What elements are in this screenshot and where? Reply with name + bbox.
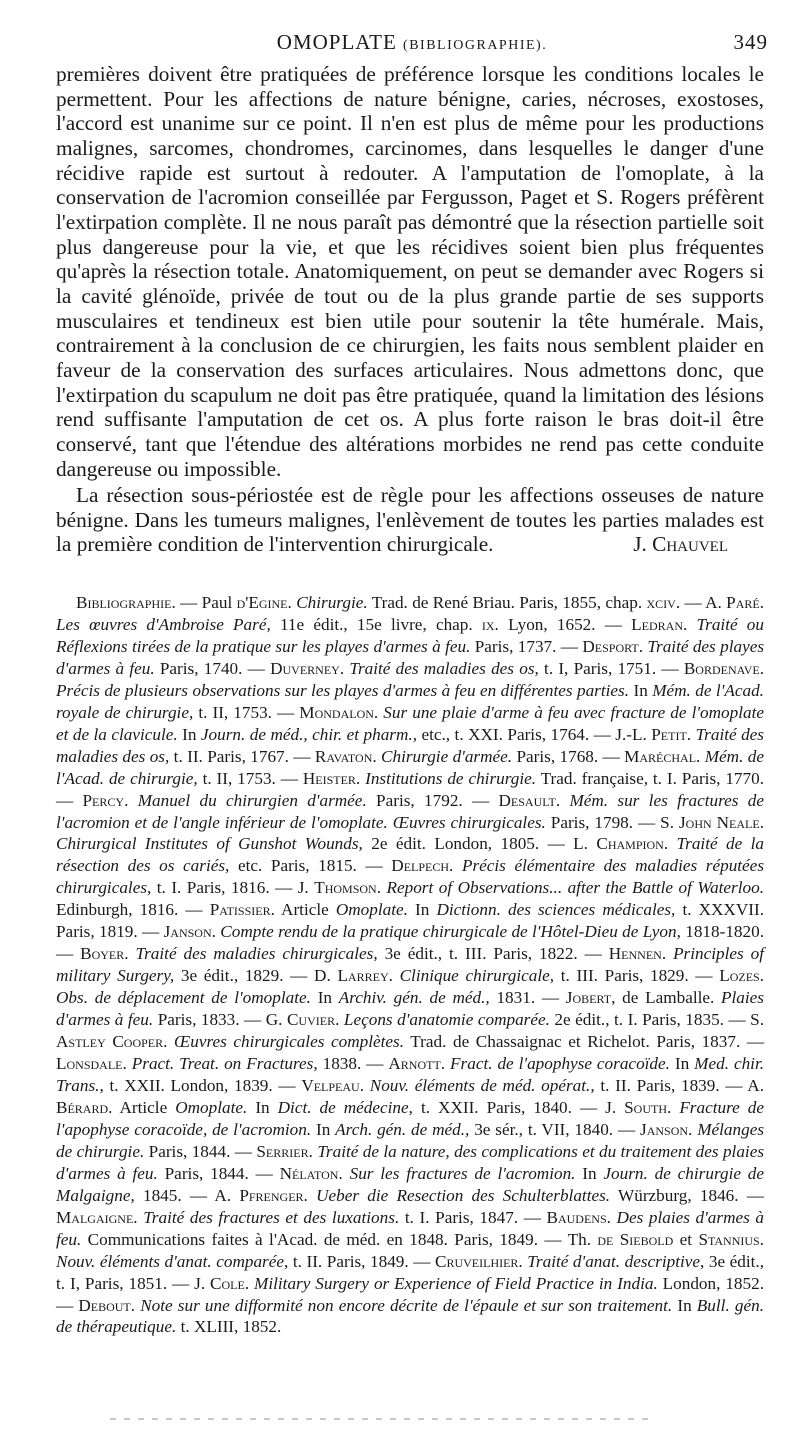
author-name: Cruveilhier. <box>434 1251 523 1271</box>
author-name: Cuvier. <box>286 1010 340 1030</box>
citation-text: etc., t. XXI. Paris, 1764. — J.-L. <box>417 724 652 744</box>
citation-text: Article <box>112 1097 176 1117</box>
work-title: Mém. de l'Acad. de chirurgie, <box>56 746 764 788</box>
citation-text: 3e sér., t. VII, 1840. — <box>469 1119 640 1139</box>
work-title: Mélanges de chirurgie. <box>56 1119 765 1161</box>
work-title: Omoplate. <box>335 900 408 920</box>
author-name: Bordenave. <box>683 658 765 678</box>
work-title: Plaies d'armes à feu. <box>56 988 764 1030</box>
citation-text <box>129 944 136 963</box>
citation-text: In <box>672 1295 697 1315</box>
author-name: Astley Cooper. <box>56 1032 168 1052</box>
citation-text: In <box>575 1163 604 1183</box>
page-bottom-mark <box>110 1418 650 1420</box>
author-name: Ravaton. <box>314 746 377 766</box>
work-title: Dictionn. des sciences médicales, <box>436 900 676 920</box>
author-name: Ledran. <box>631 614 688 634</box>
citation-text <box>308 1186 316 1205</box>
citation-text: t. XLIII, 1852. <box>176 1317 282 1337</box>
citation-text: t. I. Paris, 1816. — J. <box>151 878 315 898</box>
author-name: Thomson. <box>314 878 382 898</box>
author-name: Mondalon. <box>299 702 379 722</box>
author-name: Lozes. <box>719 966 764 986</box>
citation-text: Trad. française, t. I. Paris, 1770. — <box>56 768 764 810</box>
author-name: Desault. <box>498 790 561 810</box>
work-title: Les œuvres d'Ambroise Paré, <box>56 614 271 634</box>
author-name: Paré. <box>726 593 765 612</box>
citation-text: In <box>177 724 201 744</box>
author-name: de Siebold <box>597 1229 674 1249</box>
work-title: Traité des playes d'armes à feu. <box>56 636 765 678</box>
author-name: Janson. <box>163 922 216 942</box>
work-title: Institutions de chirurgie. <box>365 768 537 788</box>
work-title: Pract. Treat. on Fractures, <box>131 1054 318 1074</box>
work-title: Traité de la résection des os cariés, <box>56 834 764 876</box>
work-title: Omoplate. <box>175 1097 248 1117</box>
author-name: Arnott. <box>388 1054 446 1074</box>
work-title: Obs. de déplacement de l'omoplate. <box>56 988 311 1008</box>
citation-text: t. II. Paris, 1849. — <box>288 1251 435 1271</box>
citation-text: de Lamballe. <box>615 988 722 1008</box>
author-name: Bérard. <box>56 1097 113 1117</box>
citation-text: Paris, 1737. — <box>470 636 583 656</box>
citation-text: In <box>310 988 339 1008</box>
work-title: Traité ou Réflexions tirées de la pratique sur les playes d'armes à feu. <box>56 614 764 656</box>
paragraph-2 <box>56 483 764 557</box>
work-title: Manuel du chirurgien d'armée. <box>137 790 367 810</box>
work-title: Traité de la nature, des complications et du traitement des plaies d'armes à feu. <box>56 1141 765 1183</box>
work-title: Fracture de l'apophyse coracoïde, de l'acromion. <box>56 1097 764 1139</box>
work-title: Note sur une difformité non encore décrite de l'épaule et sur son traitement. <box>140 1295 673 1315</box>
header-title <box>56 30 768 55</box>
citation-text: t. II, 1753. — <box>197 768 303 788</box>
author-name: Patissier. <box>209 900 275 920</box>
author-name: Jobert, <box>565 988 616 1008</box>
citation-text: Paris, 1792. — <box>366 790 499 810</box>
citation-text <box>343 1164 350 1183</box>
work-title: Military Surgery or Experience of Field Practice in India. <box>254 1273 658 1293</box>
citation-text: t. I, Paris, 1751. — <box>538 658 684 678</box>
work-title: Clinique chirurgicale, <box>399 966 555 986</box>
citation-text: 1831. — <box>489 988 566 1008</box>
citation-text: 1845. — A. <box>134 1185 240 1205</box>
work-title: Chirurgie. <box>296 593 368 612</box>
author-name: Lonsdale. <box>56 1054 127 1074</box>
citation-text: t. XXII. Paris, 1840. — J. <box>412 1097 625 1117</box>
citation-text: t. II, 1753. — <box>193 702 300 722</box>
citation-text <box>687 615 696 634</box>
citation-text: Edinburgh, 1816. — <box>56 900 210 920</box>
citation-text: In <box>247 1097 278 1117</box>
citation-text: 3e édit., 1829. — D. <box>174 966 338 986</box>
citation-text: In <box>629 680 653 700</box>
work-title: Journ. de méd., chir. et pharm., <box>200 724 418 744</box>
work-title: Œuvres chirurgicales complètes. <box>174 1032 404 1052</box>
work-title: Dict. de médecine, <box>277 1097 413 1117</box>
work-title: Nouv. éléments d'anat. comparée, <box>56 1251 289 1271</box>
work-title: Bull. gén. de thérapeutique. <box>56 1295 764 1337</box>
work-title: Med. chir. Trans., <box>56 1054 765 1095</box>
citation-text: Paris, 1844. — <box>157 1163 280 1183</box>
author-name: d'Egine. <box>236 593 292 612</box>
citation-text: In <box>311 1119 336 1139</box>
work-title: Précis de plusieurs observations sur les playes d'armes à feu en différentes parties. <box>56 680 630 700</box>
author-name: Hennen. <box>608 944 667 964</box>
work-title: Chirurgie d'armée. <box>381 746 513 766</box>
work-title: Compte rendu de la pratique chirurgicale de l'Hôtel-Dieu de Lyon, <box>220 922 681 942</box>
author-name: Bibliographie. <box>76 593 176 612</box>
work-title: Des plaies d'armes à feu. <box>56 1207 765 1249</box>
citation-text: 3e édit., t. III. Paris, 1822. — <box>377 944 609 964</box>
paragraph-2-text: La résection sous-périostée est de règle pour les affections osseuses de nature bénigne. Dans les tumeurs malignes, l'enlèvement de toutes les parties malades est la première condition de l'intervention chirurgicale. <box>56 483 764 557</box>
paragraph-1: premières doivent être pratiquées de préférence lorsque les conditions locales le permettent. Pour les affections de nature bénigne, caries, nécroses, exostoses, l'accord est unanime sur ce point. Il n'en est plus de même pour les productions malignes, sarcomes, chondromes, carcinomes, dans lesquelles le danger d'une récidive rapide est surtout à redouter. A l'amputation de l'omoplate, à la conservation de l'acromion conseillée par Fergusson, Paget et S. Rogers préfèrent l'extirpation complète. Il ne nous paraît pas démontré que la résection partielle soit plus dangereuse pour la vie, et que les récidives soient bien plus fréquentes qu'après la résection totale. Anatomiquement, on peut se demander avec Rogers si la cavité glénoïde, privée de tout ou de la plus grande partie de ses supports musculaires et tendineux est bien utile pour soutenir la tête humérale. Mais, contrairement à la conclusion de ce chirurgien, les faits nous semblent plaider en faveur de la conservation des surfaces articulaires. Nous admettons donc, que l'extirpation du scapulum ne doit pas être pratiquée, quand la limitation des lésions rend suffisante l'amputation de cet os. A plus forte raison le bras doit-il être conservé, tant que l'étendue des altérations morbides ne rend pas cette conduite dangereuse ou impossible. <box>56 62 764 481</box>
citation-text: Würzburg, 1846. — <box>610 1185 764 1205</box>
author-name: Boyer. <box>80 944 129 964</box>
author-name: xciv. <box>646 593 681 612</box>
work-title: Traité des maladies chirurgicales, <box>135 944 378 964</box>
author-name: Heister. <box>302 768 361 788</box>
header-title-main: OMOPLATE <box>276 30 397 54</box>
author-name: South. <box>624 1097 672 1117</box>
citation-text: 3e édit., t. I, Paris, 1851. — J. <box>56 1251 765 1293</box>
citation-text: t. I. Paris, 1847. — <box>399 1207 547 1227</box>
author-name: Nélaton. <box>279 1163 343 1183</box>
author-name: Delpech. <box>391 856 454 876</box>
author-name: Velpeau. <box>301 1075 365 1095</box>
main-text <box>56 62 764 557</box>
citation-text: etc. Paris, 1815. — <box>229 856 392 876</box>
author-name: Maréchal. <box>624 746 701 766</box>
author-name: ix. <box>481 614 499 634</box>
citation-text: et <box>673 1229 699 1249</box>
citation-text: Communications faites à l'Acad. de méd. en 1848. Paris, 1849. — Th. <box>81 1229 598 1249</box>
citation-text <box>128 791 137 810</box>
running-header <box>56 30 768 60</box>
work-title: Archiv. gén. de méd., <box>338 988 490 1008</box>
work-title: Leçons d'anatomie comparée. <box>343 1010 550 1030</box>
citation-text: — Paul <box>175 593 237 612</box>
citation-text: Article <box>274 900 336 920</box>
author-name: Cole. <box>210 1273 250 1293</box>
citation-text <box>167 1032 174 1051</box>
citation-text: t. XXXVII. Paris, 1819. — <box>56 900 765 942</box>
author-name: Malgaigne. <box>56 1207 138 1227</box>
citation-text: Paris, 1768. — <box>512 746 625 766</box>
citation-text: 11e édit., 15e livre, chap. <box>270 614 482 634</box>
citation-text: — A. <box>680 593 727 612</box>
work-title: Traité des maladies des os, <box>349 658 539 678</box>
header-subtitle: (BIBLIOGRAPHIE). <box>403 38 548 53</box>
author-name: Desport. <box>582 636 644 656</box>
author-name: Baudens. <box>546 1207 611 1227</box>
work-title: Ueber die Resection des Schulterblattes. <box>316 1185 611 1205</box>
author-name: Pfrenger. <box>239 1185 308 1205</box>
author-signature: J. Chauvel <box>633 532 728 557</box>
author-name: Champion. <box>596 834 669 854</box>
citation-text <box>393 966 400 985</box>
citation-text: t. XXII. London, 1839. — <box>103 1075 302 1095</box>
author-name: Petit. <box>651 724 692 744</box>
work-title: Sur une plaie d'arme à feu avec fracture de l'omoplate et de la clavicule. <box>56 702 764 744</box>
bibliography <box>56 592 764 1338</box>
work-title: Chirurgical Institutes of Gunshot Wounds, <box>56 834 363 854</box>
citation-text: Trad. de René Briau. Paris, 1855, chap. <box>367 593 647 612</box>
author-name: John Neale. <box>678 812 764 832</box>
work-title: Report of Observations... after the Battle of Waterloo. <box>386 878 765 898</box>
citation-text: t. II. Paris, 1839. — A. <box>594 1075 765 1095</box>
citation-text: 1838. — <box>317 1054 389 1074</box>
citation-text: Trad. de Chassaignac et Richelot. Paris, 1837. — <box>404 1032 765 1052</box>
work-title: Traité des maladies des os, <box>56 724 765 766</box>
page-number: 349 <box>733 30 768 54</box>
citation-text: Paris, 1798. — S. <box>545 812 679 832</box>
work-title: Arch. gén. de méd., <box>335 1119 470 1139</box>
author-name: Janson. <box>640 1119 693 1139</box>
author-name: Larrey. <box>337 966 393 986</box>
work-title: Fract. de l'apophyse coracoïde. <box>450 1054 670 1074</box>
work-title: Précis élémentaire des maladies réputées chirurgicales, <box>56 856 765 898</box>
citation-text: Paris, 1844. — <box>144 1141 257 1161</box>
citation-text: t. II. Paris, 1767. — <box>169 746 315 766</box>
work-title: Mém. de l'Acad. royale de chirurgie, <box>56 680 764 722</box>
citation-text: 1818-1820. — <box>56 922 765 964</box>
author-name: Serrier. <box>256 1141 313 1161</box>
citation-text: In <box>669 1054 695 1074</box>
work-title: Journ. de chirurgie de Malgaigne, <box>56 1163 765 1205</box>
citation-text: Paris, 1833. — G. <box>153 1010 287 1030</box>
author-name: Debout. <box>78 1295 136 1315</box>
citation-text: t. III. Paris, 1829. — <box>554 966 720 986</box>
citation-text <box>453 856 462 875</box>
work-title: Mém. sur les fractures de l'acromion et de l'angle inférieur de l'omoplate. Œuvres chirurgicales. <box>56 790 765 832</box>
author-name: Percy. <box>82 790 129 810</box>
citation-text <box>668 834 676 853</box>
citation-text: Lyon, 1652. — <box>498 614 632 634</box>
author-name: Stannius. <box>698 1229 764 1249</box>
work-title: Traité d'anat. descriptive, <box>527 1251 705 1271</box>
author-name: Duverney. <box>270 658 345 678</box>
work-title: Sur les fractures de l'acromion. <box>349 1163 576 1183</box>
citation-text: 2e édit. London, 1805. — L. <box>362 834 597 854</box>
work-title: Traité des fractures et des luxations. <box>143 1207 400 1227</box>
citation-text: 2e édit., t. I. Paris, 1835. — S. <box>549 1010 765 1030</box>
work-title: Nouv. éléments de méd. opérat., <box>369 1075 595 1095</box>
citation-text: In <box>407 900 437 920</box>
citation-text: London, 1852. — <box>56 1273 764 1315</box>
work-title: Principles of military Surgery, <box>56 944 765 986</box>
citation-text: Paris, 1740. — <box>154 658 271 678</box>
